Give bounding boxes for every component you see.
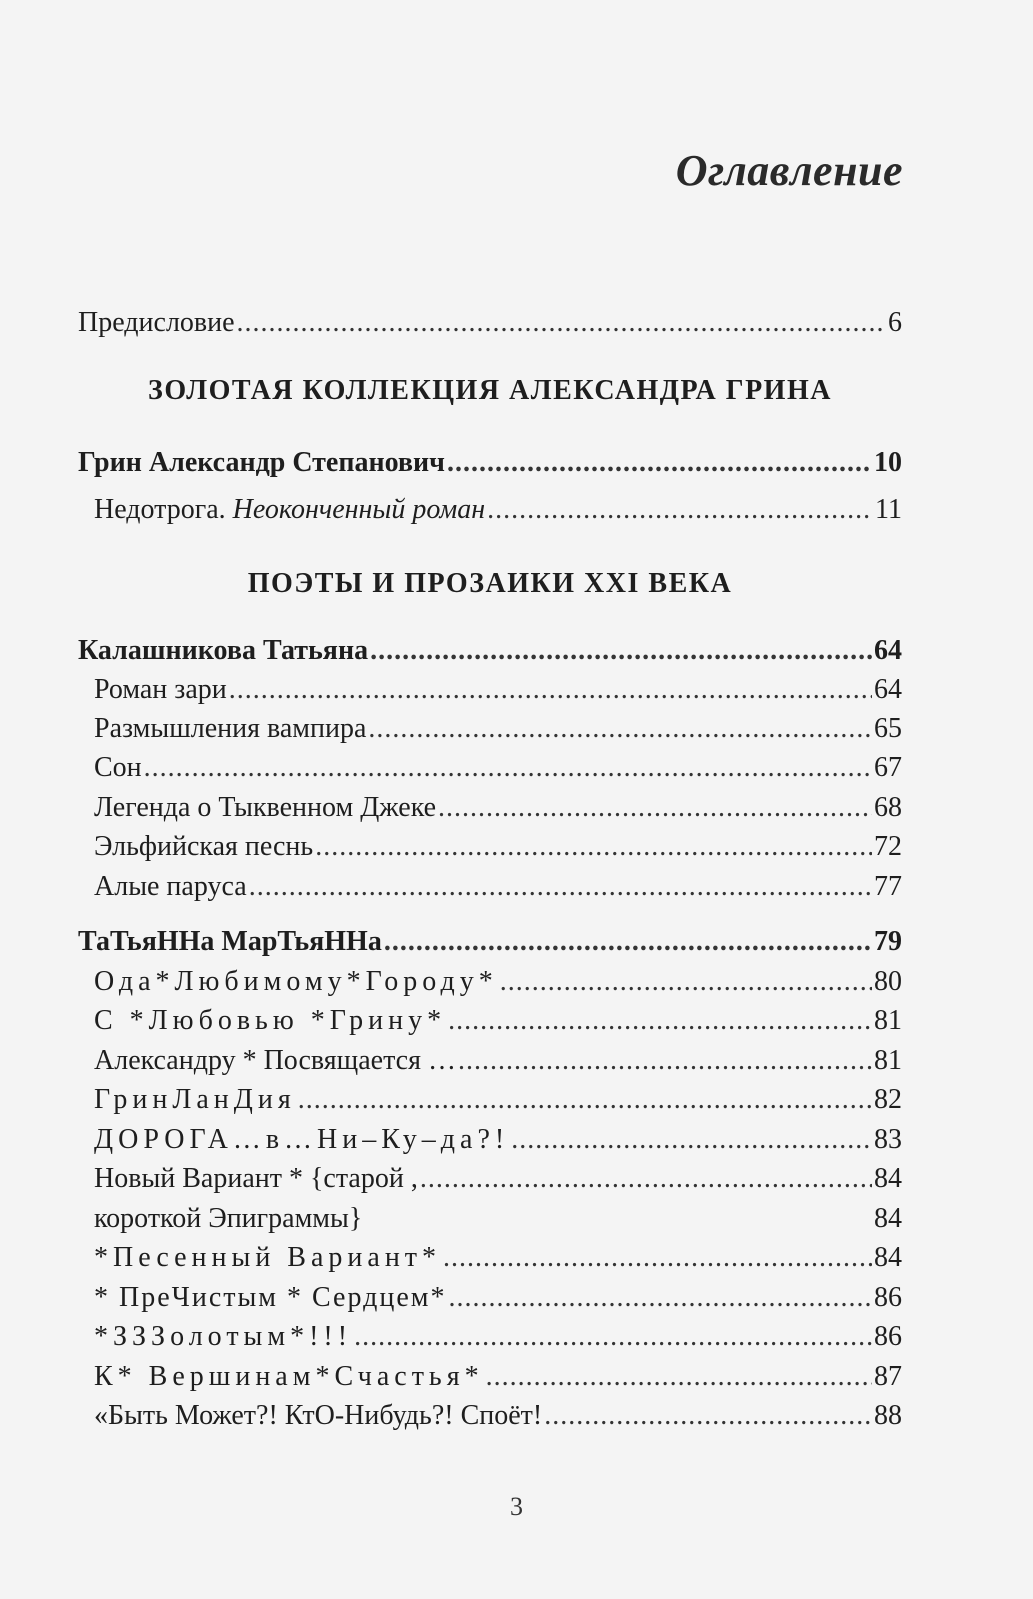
toc-entry-work[interactable] xyxy=(94,790,902,826)
toc-entry-work[interactable] xyxy=(94,672,902,708)
entry-page: 86 xyxy=(874,1321,902,1352)
entry-label: *ЗЗЗолотым*!!! xyxy=(94,1321,353,1352)
leader-dots xyxy=(511,1122,872,1158)
page-title: Оглавление xyxy=(675,146,903,195)
toc-entry-work[interactable] xyxy=(94,1043,902,1079)
entry-page: 67 xyxy=(874,752,902,783)
leader-dots xyxy=(384,924,872,960)
entry-page: 10 xyxy=(874,447,902,478)
entry-page: 86 xyxy=(874,1282,902,1313)
toc-entry-work[interactable] xyxy=(94,1359,902,1395)
entry-page: 64 xyxy=(874,635,902,666)
entry-page: 64 xyxy=(874,674,902,705)
toc-entry-work[interactable] xyxy=(94,1280,902,1316)
entry-label: ДОРОГА…в…Ни–Ку–да?! xyxy=(94,1124,510,1155)
leader-dots xyxy=(370,633,872,669)
leader-dots xyxy=(229,672,872,708)
entry-page: 11 xyxy=(875,494,902,525)
entry-label: ГринЛанДия xyxy=(94,1084,296,1115)
leader-dots xyxy=(438,790,872,826)
leader-dots xyxy=(144,750,872,786)
entry-page: 80 xyxy=(874,966,902,997)
toc-entry-preface[interactable] xyxy=(78,305,902,341)
entry-page: 83 xyxy=(874,1124,902,1155)
toc-entry-author[interactable] xyxy=(78,633,902,669)
entry-label: *Песенный Вариант* xyxy=(94,1242,442,1273)
toc-entry-work[interactable] xyxy=(94,1398,902,1434)
entry-page: 81 xyxy=(874,1045,902,1076)
entry-page: 65 xyxy=(874,713,902,744)
leader-dots xyxy=(544,1398,872,1434)
leader-dots xyxy=(486,1359,872,1395)
toc-entry-work[interactable] xyxy=(94,829,902,865)
entry-label: Сон xyxy=(94,752,142,783)
entry-subtitle: Неоконченный роман xyxy=(232,494,486,525)
toc-entry-author[interactable] xyxy=(78,924,902,960)
entry-page: 79 xyxy=(874,926,902,957)
toc-entry-work[interactable] xyxy=(94,964,902,1000)
toc-entry-work[interactable] xyxy=(94,711,902,747)
toc-entry-work[interactable] xyxy=(94,1240,902,1276)
entry-page: 87 xyxy=(874,1361,902,1392)
entry-label: Ода*Любимому*Городу* xyxy=(94,966,498,997)
entry-label: Легенда о Тыквенном Джеке xyxy=(94,792,437,823)
entry-page: 6 xyxy=(888,307,902,338)
entry-label: Недотрога. Неоконченный роман xyxy=(94,494,486,525)
leader-dots xyxy=(448,1280,872,1316)
entry-label: Алые паруса xyxy=(94,871,247,902)
toc-entry-work[interactable] xyxy=(94,1319,902,1355)
entry-label: «Быть Может?! КтО-Нибудь?! Споёт! xyxy=(94,1400,543,1431)
leader-dots xyxy=(315,829,872,865)
leader-dots xyxy=(237,305,886,341)
toc-entry-work[interactable] xyxy=(94,869,902,905)
leader-dots xyxy=(448,1003,872,1039)
toc-entry-work[interactable] xyxy=(94,1161,902,1197)
leader-dots xyxy=(249,869,872,905)
leader-dots xyxy=(487,492,873,528)
toc-entry-work[interactable] xyxy=(94,1122,902,1158)
entry-page: 88 xyxy=(874,1400,902,1431)
entry-page: 84 xyxy=(874,1242,902,1273)
entry-page: 68 xyxy=(874,792,902,823)
entry-page: 84 xyxy=(874,1163,902,1194)
leader-dots xyxy=(447,445,872,481)
leader-dots xyxy=(354,1319,872,1355)
toc-entry-work[interactable] xyxy=(94,1082,902,1118)
toc-entry-author[interactable] xyxy=(78,445,902,481)
entry-page: 84 xyxy=(874,1203,902,1234)
entry-label: Размышления вампира xyxy=(94,713,367,744)
leader-dots xyxy=(420,1161,872,1197)
entry-label: Эльфийская песнь xyxy=(94,831,314,862)
entry-label: Александру * Посвящается … xyxy=(94,1045,456,1076)
leader-dots xyxy=(500,964,872,1000)
toc-entry-work[interactable] xyxy=(94,750,902,786)
toc-entry-work[interactable] xyxy=(94,492,902,528)
entry-label: С *Любовью *Грину* xyxy=(94,1005,447,1036)
leader-dots xyxy=(368,711,872,747)
entry-page: 77 xyxy=(874,871,902,902)
entry-label: * ПреЧистым * Сердцем* xyxy=(94,1282,447,1313)
leader-dots xyxy=(298,1082,872,1118)
author-name: ТаТьяННа МарТьяННа xyxy=(78,926,382,957)
author-name: Калашникова Татьяна xyxy=(78,635,369,666)
section-heading: ЗОЛОТАЯ КОЛЛЕКЦИЯ АЛЕКСАНДРА ГРИНА xyxy=(148,375,832,406)
entry-label: Новый Вариант * {старой , xyxy=(94,1163,418,1194)
page-number: 3 xyxy=(510,1492,523,1521)
section-heading: ПОЭТЫ И ПРОЗАИКИ XXI ВЕКА xyxy=(247,568,733,599)
author-name: Грин Александр Степанович xyxy=(78,447,445,478)
entry-page: 82 xyxy=(874,1084,902,1115)
entry-label: Предисловие xyxy=(78,307,235,338)
toc-entry-work[interactable] xyxy=(94,1201,902,1237)
entry-page: 72 xyxy=(874,831,902,862)
entry-label: К* Вершинам*Счастья* xyxy=(94,1361,484,1392)
toc-entry-work[interactable] xyxy=(94,1003,902,1039)
entry-label: Роман зари xyxy=(94,674,227,705)
leader-dots xyxy=(443,1240,872,1276)
entry-page: 81 xyxy=(874,1005,902,1036)
leader-dots xyxy=(458,1043,872,1079)
entry-label: короткой Эпиграммы} xyxy=(94,1203,363,1234)
